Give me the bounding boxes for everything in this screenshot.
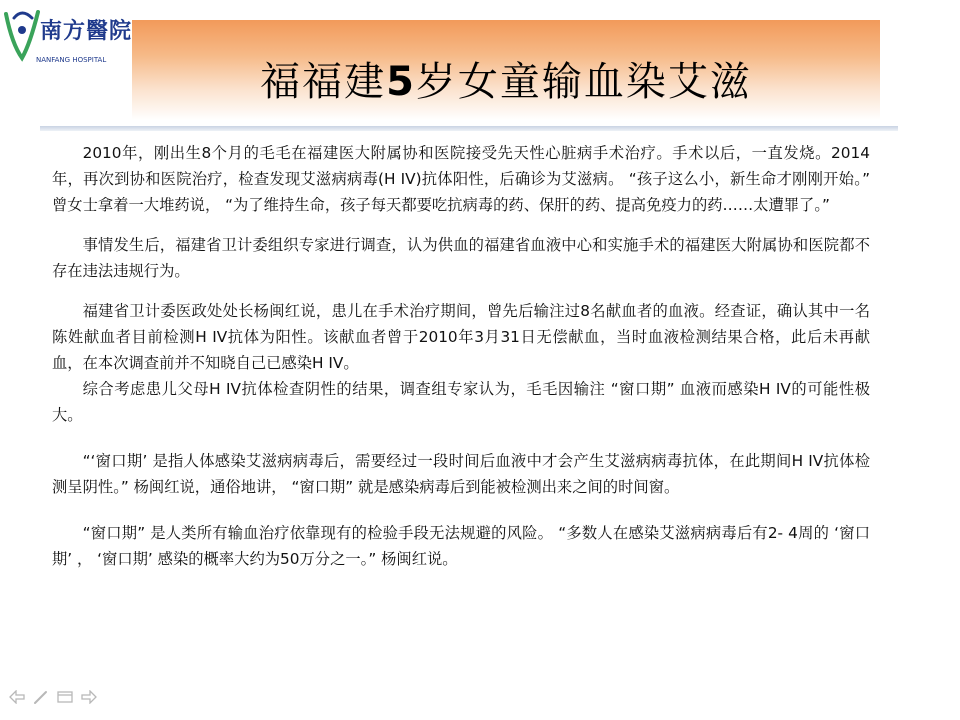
title-part-1: 福福建 (260, 59, 387, 105)
slideshow-nav (8, 688, 98, 706)
pen-icon[interactable] (32, 688, 50, 706)
title-band (132, 20, 880, 120)
paragraph-4: 综合考虑患儿父母H IV抗体检查阴性的结果，调查组专家认为，毛毛因输注 “窗口期” 血液而感染H IV的可能性极大。 (52, 380, 870, 424)
slide-title (132, 50, 880, 107)
paragraph-3: 福建省卫计委医政处处长杨闽红说，患儿在手术治疗期间，曾先后输注过8名献血者的血液。经查证，确认其中一名陈姓献血者目前检测H IV抗体为阳性。该献血者曾于2010年3月31日无偿献血，当时血液检测结果合格，此后未再献血，在本次调查前并不知晓自己已感染H IV。 (52, 302, 870, 372)
title-part-2: 岁女童输血染艾滋 (415, 59, 752, 105)
logo-emblem-icon (2, 4, 42, 64)
article-body (52, 140, 870, 572)
paragraph-2: 事情发生后，福建省卫计委组织专家进行调查，认为供血的福建省血液中心和实施手术的福建医大附属协和医院都不存在违法违规行为。 (52, 236, 870, 280)
menu-icon[interactable] (56, 688, 74, 706)
paragraph-6: “窗口期” 是人类所有输血治疗依靠现有的检验手段无法规避的风险。 “多数人在感染艾滋病病毒后有2- 4周的 ‘窗口期’ ， ‘窗口期’ 感染的概率大约为50万分之一。” 杨闽红说。 (52, 524, 870, 568)
title-number: 5 (386, 59, 416, 105)
header-divider (40, 126, 898, 131)
paragraph-5: “‘窗口期’ 是指人体感染艾滋病病毒后，需要经过一段时间后血液中才会产生艾滋病病毒抗体，在此期间H IV抗体检测呈阴性。” 杨闽红说，通俗地讲， “窗口期” 就是感染病毒后到能被检测出来之间的时间窗。 (52, 452, 870, 496)
hospital-logo (0, 0, 133, 72)
logo-name-en: NANFANG HOSPITAL (36, 56, 107, 64)
paragraph-1: 2010年，刚出生8个月的毛毛在福建医大附属协和医院接受先天性心脏病手术治疗。手术以后，一直发烧。2014年，再次到协和医院治疗，检查发现艾滋病病毒(H IV)抗体阳性，后确诊为艾滋病。 “孩子这么小，新生命才刚刚开始。” 曾女士拿着一大堆药说， “为了维持生命，孩子每天都要吃抗病毒的药、保肝的药、提高免疫力的药……太遭罪了。” (52, 144, 870, 214)
arrow-left-icon[interactable] (8, 688, 26, 706)
logo-name-cn: 南方醫院 (40, 18, 133, 44)
arrow-right-icon[interactable] (80, 688, 98, 706)
